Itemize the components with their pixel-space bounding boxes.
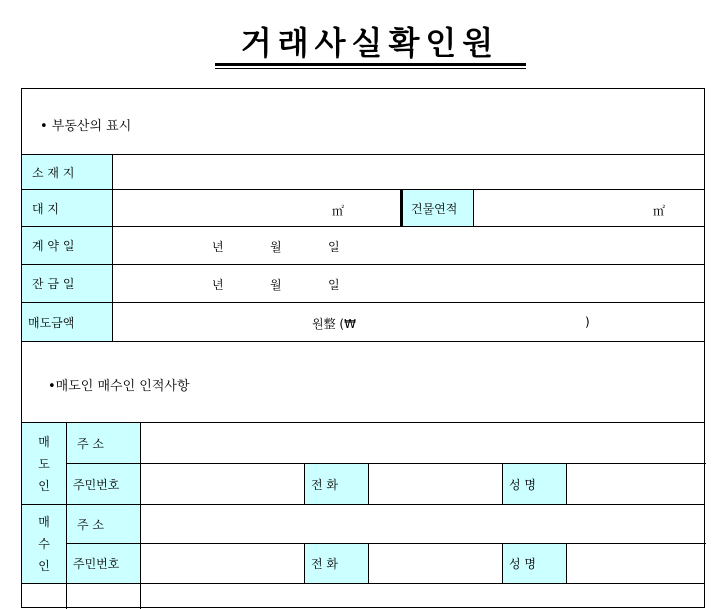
buyer-address-label: 주 소 [67, 505, 140, 543]
divider [112, 154, 113, 341]
seller-id-field[interactable] [142, 464, 302, 504]
contract-year: 년 [212, 240, 224, 254]
sale-price-label: 매도금액 [22, 303, 112, 341]
buyer-id-label: 주민번호 [67, 544, 140, 583]
sale-price-won: 원整 (₩ [312, 317, 356, 331]
location-field[interactable] [114, 155, 704, 189]
divider [140, 422, 141, 609]
land-label: 대 지 [22, 190, 112, 226]
divider [22, 226, 704, 227]
title-underline-thick [215, 63, 526, 66]
land-area-field[interactable] [114, 190, 400, 226]
seller-phone-label: 전 화 [305, 464, 368, 504]
buyer-name-field[interactable] [568, 544, 702, 583]
seller-name-label: 성 명 [503, 464, 566, 504]
building-area-label: 건물연적 [401, 190, 473, 226]
title-underline-thin [215, 68, 526, 69]
divider [22, 302, 704, 303]
divider [566, 543, 567, 583]
building-unit: ㎡ [653, 204, 666, 218]
seller-phone-field[interactable] [370, 464, 500, 504]
section-property-heading: • 부동산의 표시 [40, 118, 132, 134]
building-area-field[interactable] [475, 190, 703, 226]
sale-price-close: ) [585, 315, 590, 329]
divider [22, 341, 704, 342]
location-label: 소 재 지 [22, 155, 112, 189]
divider [473, 189, 474, 226]
seller-address-field[interactable] [142, 423, 702, 463]
land-unit: ㎡ [332, 204, 345, 218]
buyer-id-field[interactable] [142, 544, 302, 583]
balance-day: 일 [328, 278, 340, 292]
contract-month: 월 [270, 240, 282, 254]
seller-address-label: 주 소 [67, 423, 140, 463]
buyer-phone-field[interactable] [370, 544, 500, 583]
buyer-address-field[interactable] [142, 505, 702, 543]
buyer-name-label: 성 명 [503, 544, 566, 583]
contract-day: 일 [328, 240, 340, 254]
seller-name-field[interactable] [568, 464, 702, 504]
divider [368, 463, 369, 504]
buyer-label: 매 수 인 [22, 505, 66, 583]
transaction-form [21, 88, 705, 608]
divider [368, 543, 369, 583]
document-title: 거래사실확인원 [240, 24, 500, 62]
divider [22, 264, 704, 265]
seller-id-label: 주민번호 [67, 464, 140, 504]
seller-label: 매 도 인 [22, 423, 66, 504]
balance-month: 월 [270, 278, 282, 292]
section-parties-heading: •매도인 매수인 인적사항 [48, 378, 190, 394]
title-area [0, 0, 720, 88]
divider [22, 583, 704, 584]
balance-date-label: 잔 금 일 [22, 265, 112, 302]
balance-year: 년 [212, 278, 224, 292]
divider [566, 463, 567, 504]
buyer-phone-label: 전 화 [305, 544, 368, 583]
contract-date-label: 계 약 일 [22, 227, 112, 264]
